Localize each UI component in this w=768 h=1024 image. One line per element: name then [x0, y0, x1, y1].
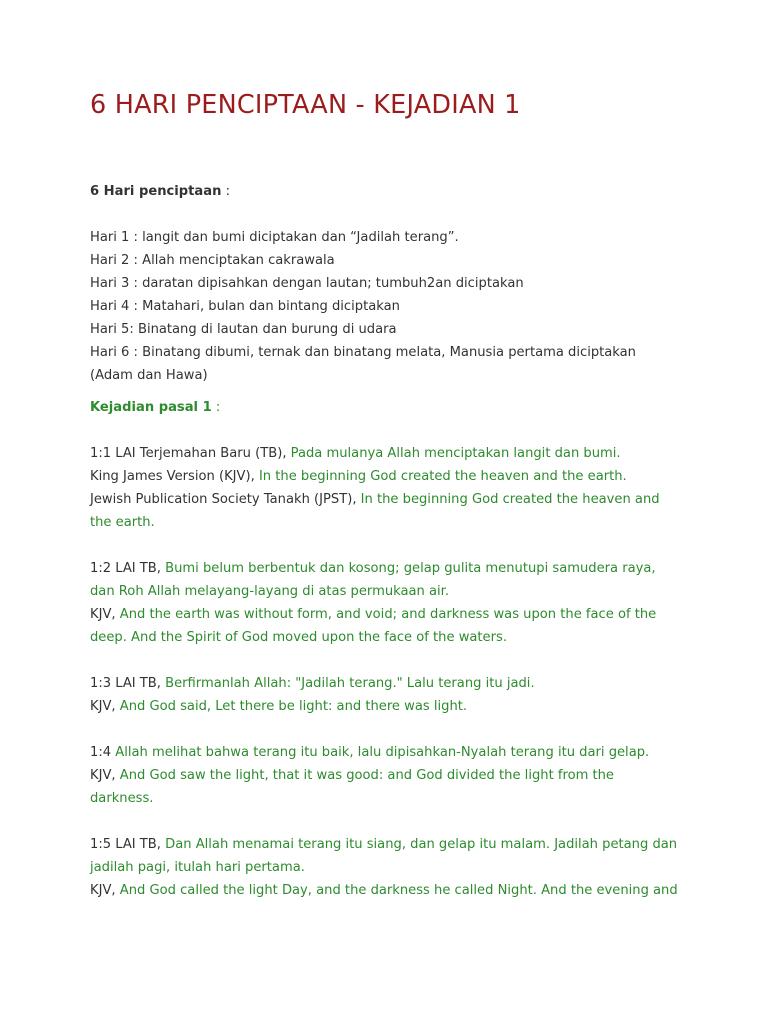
chapter-heading — [90, 396, 690, 419]
verse-source-label: Jewish Publication Society Tanakh (JPST), — [90, 492, 361, 507]
verse-source-label: King James Version (KJV), — [90, 469, 259, 484]
verse-text: Bumi belum berbentuk dan kosong; gelap gulita menutupi samudera raya, — [165, 561, 656, 576]
verse-source-label: 1:4 — [90, 745, 116, 760]
days-list — [90, 226, 690, 387]
verse-source-label: KJV, — [90, 607, 120, 622]
verse-text: And God said, Let there be light: and there was light. — [119, 699, 468, 714]
verse-text-continuation: darkness. — [90, 791, 154, 806]
document-body — [90, 180, 690, 925]
verse-text: In the beginning God created the heaven and the earth. — [258, 469, 627, 484]
day-item: Hari 2 : Allah menciptakan cakrawala — [90, 253, 335, 268]
verse-source-label: 1:2 LAI TB, — [90, 561, 166, 576]
verse-text: And the earth was without form, and void; and darkness was upon the face of the — [119, 607, 657, 622]
verse-text-continuation: jadilah pagi, itulah hari pertama. — [90, 860, 305, 875]
verse-source-label: 1:5 LAI TB, — [90, 837, 166, 852]
day-item: Hari 6 : Binatang dibumi, ternak dan binatang melata, Manusia pertama diciptakan — [90, 345, 636, 360]
verse-1-3 — [90, 672, 690, 718]
verse-text: Dan Allah menamai terang itu siang, dan gelap itu malam. Jadilah petang dan — [165, 837, 678, 852]
intro-heading-suffix: : — [221, 184, 230, 199]
chapter-heading-label: Kejadian pasal 1 — [90, 400, 212, 415]
verse-text-continuation: deep. And the Spirit of God moved upon the face of the waters. — [90, 630, 507, 645]
verse-text: In the beginning God created the heaven and — [360, 492, 660, 507]
verse-1-4 — [90, 741, 690, 810]
verse-1-2 — [90, 557, 690, 649]
day-item: Hari 4 : Matahari, bulan dan bintang diciptakan — [90, 299, 400, 314]
chapter-heading-suffix: : — [211, 400, 221, 415]
verse-source-label: 1:3 LAI TB, — [90, 676, 166, 691]
day-item: Hari 3 : daratan dipisahkan dengan lautan; tumbuh2an diciptakan — [90, 276, 524, 291]
intro-heading-label: 6 Hari penciptaan — [90, 184, 222, 199]
day-item-continuation: (Adam dan Hawa) — [90, 368, 208, 383]
intro-heading — [90, 180, 690, 203]
verse-text-continuation: the earth. — [90, 515, 155, 530]
page-title: 6 HARI PENCIPTAAN - KEJADIAN 1 — [90, 90, 521, 120]
verse-text: Berfirmanlah Allah: "Jadilah terang." Lalu terang itu jadi. — [165, 676, 535, 691]
day-item: Hari 5: Binatang di lautan dan burung di udara — [90, 322, 397, 337]
day-item: Hari 1 : langit dan bumi diciptakan dan “Jadilah terang”. — [90, 230, 459, 245]
verse-source-label: 1:1 LAI Terjemahan Baru (TB), — [90, 446, 291, 461]
verse-text: And God called the light Day, and the darkness he called Night. And the evening and — [119, 883, 678, 898]
verse-text: Allah melihat bahwa terang itu baik, lalu dipisahkan-Nyalah terang itu dari gelap. — [115, 745, 650, 760]
verse-source-label: KJV, — [90, 768, 120, 783]
verse-source-label: KJV, — [90, 883, 120, 898]
verse-1-1 — [90, 442, 690, 534]
verse-text-continuation: dan Roh Allah melayang-layang di atas permukaan air. — [90, 584, 449, 599]
verse-text: Pada mulanya Allah menciptakan langit dan bumi. — [290, 446, 621, 461]
verse-1-5 — [90, 833, 690, 902]
verse-text: And God saw the light, that it was good: and God divided the light from the — [119, 768, 614, 783]
verse-source-label: KJV, — [90, 699, 120, 714]
